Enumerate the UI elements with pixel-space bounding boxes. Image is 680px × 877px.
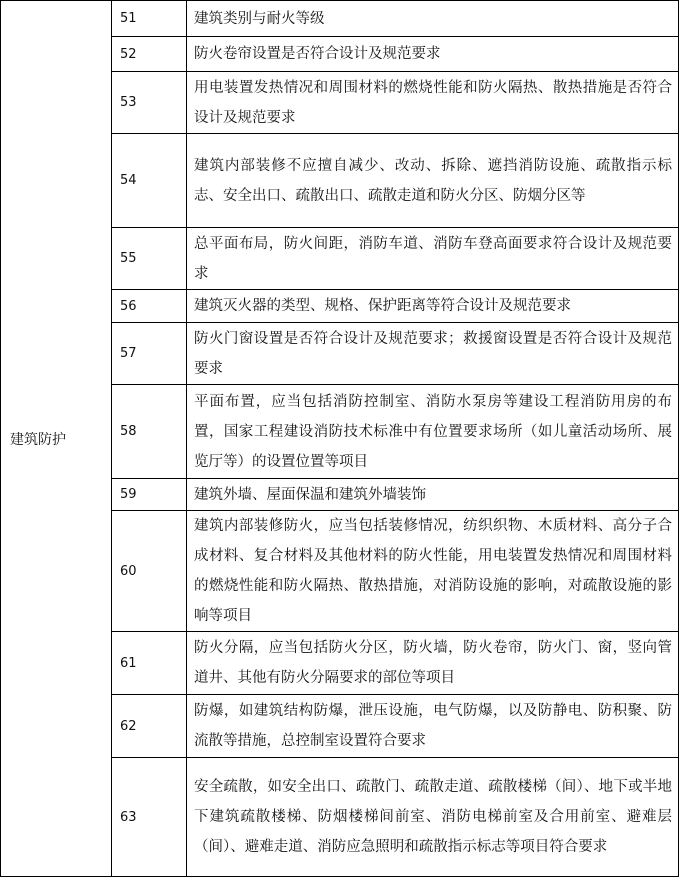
- item-text: 用电装置发热情况和周围材料的燃烧性能和防火隔热、散热措施是否符合设计及规范要求: [187, 72, 679, 134]
- item-number: 53: [112, 72, 187, 134]
- item-number: 54: [112, 134, 187, 228]
- item-text: 建筑内部装修防火，应当包括装修情况，纺织织物、木质材料、高分子合成材料、复合材料及其他材料的防火性能，用电装置发热情况和周围材料的燃烧性能和防火隔热、散热措施，对消防设施的影响，对疏散设施的影响等项目: [187, 511, 679, 632]
- item-number: 55: [112, 228, 187, 290]
- item-number: 59: [112, 479, 187, 511]
- item-number: 58: [112, 385, 187, 479]
- item-number: 56: [112, 290, 187, 323]
- item-number: 57: [112, 323, 187, 385]
- table-row: [1, 1, 679, 37]
- item-text: 建筑内部装修不应擅自减少、改动、拆除、遮挡消防设施、疏散指示标志、安全出口、疏散出口、疏散走道和防火分区、防烟分区等: [187, 134, 679, 228]
- category-cell: 建筑防护: [1, 1, 112, 877]
- item-text: 防火分隔，应当包括防火分区，防火墙，防火卷帘，防火门、窗，竖向管道井、其他有防火分隔要求的部位等项目: [187, 632, 679, 695]
- item-text: 建筑类别与耐火等级: [187, 1, 679, 37]
- item-number: 60: [112, 511, 187, 632]
- item-number: 51: [112, 1, 187, 37]
- item-number: 52: [112, 37, 187, 72]
- table-body: [1, 1, 679, 877]
- item-text: 防火卷帘设置是否符合设计及规范要求: [187, 37, 679, 72]
- item-text: 防火门窗设置是否符合设计及规范要求；救援窗设置是否符合设计及规范要求: [187, 323, 679, 385]
- item-text: 建筑外墙、屋面保温和建筑外墙装饰: [187, 479, 679, 511]
- item-text: 平面布置，应当包括消防控制室、消防水泵房等建设工程消防用房的布置，国家工程建设消防技术标准中有位置要求场所（如儿童活动场所、展览厅等）的设置位置等项目: [187, 385, 679, 479]
- item-number: 63: [112, 758, 187, 877]
- item-text: 总平面布局，防火间距，消防车道、消防车登高面要求符合设计及规范要求: [187, 228, 679, 290]
- item-text: 防爆，如建筑结构防爆，泄压设施，电气防爆，以及防静电、防积聚、防流散等措施，总控制室设置符合要求: [187, 695, 679, 758]
- item-text: 安全疏散，如安全出口、疏散门、疏散走道、疏散楼梯（间）、地下或半地下建筑疏散楼梯、防烟楼梯间前室、消防电梯前室及合用前室、避难层（间）、避难走道、消防应急照明和疏散指示标志等项目符合要求: [187, 758, 679, 877]
- item-number: 61: [112, 632, 187, 695]
- item-text: 建筑灭火器的类型、规格、保护距离等符合设计及规范要求: [187, 290, 679, 323]
- item-number: 62: [112, 695, 187, 758]
